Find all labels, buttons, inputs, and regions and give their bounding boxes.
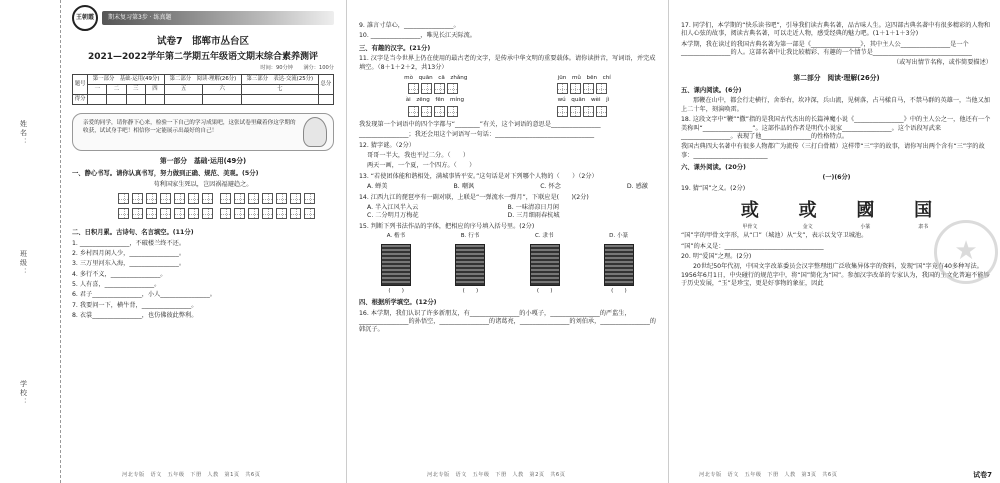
gutter-name-label: 姓名： xyxy=(19,120,28,147)
q2-item[interactable]: 5. 人有喜，________________。 xyxy=(72,280,161,288)
sub-section-title: (一)(6分) xyxy=(822,174,851,182)
q4-title: 四、根据所学填空。(12分) xyxy=(359,299,437,307)
notice-box xyxy=(72,113,334,151)
q13: 13. “若使团体能和谐相处，满城事皆平安。”这句话是对下列哪个人物的（ ）（2分） xyxy=(359,172,598,180)
time-and-score: 时间：90分钟 满分：100分 xyxy=(260,64,334,71)
score-header-cell: 第二部分 阅读·理解(26分) xyxy=(165,74,242,84)
calligraphy-image xyxy=(381,244,411,286)
q17: 17. 同学们，本学期的“快乐读书吧”，引导我们读古典名著，品古味人生。这四部古典名著中有很多精彩的人物和扣人心弦的故事，阅读古典名著，可以走近人物，感受经典的魅力吧。(1＋1＋1＋3分) xyxy=(681,22,991,38)
calligraphy-image xyxy=(604,244,634,286)
q2-item[interactable]: 2. 乡村四月闲人少，________________。 xyxy=(72,249,186,257)
page-3 xyxy=(668,0,1000,483)
q12b[interactable]: 两天一画，一个夏，一个四方。（ ） xyxy=(367,162,476,170)
score-column-label: 七 xyxy=(241,84,318,94)
score-input-cell[interactable] xyxy=(88,94,107,104)
q20: 20. 明“爱国”之理。(2分) xyxy=(681,252,752,260)
q15-option: C. 隶书 xyxy=(534,232,554,239)
q9[interactable]: 9. 誰言寸草心，________________。 xyxy=(359,22,460,29)
calligraphy-image xyxy=(530,244,560,286)
page-1 xyxy=(62,0,342,483)
q11-blank-b[interactable]: ________________；我还会用这个词语写一句话：________________________________ xyxy=(359,131,595,139)
q11-blank-a[interactable]: 我发现第一个词语中的四个字都与“________”有关，这个词语的意思是________________ xyxy=(359,121,601,129)
q5-title: 五、课内阅读。(6分) xyxy=(681,86,742,94)
score-input-cell[interactable] xyxy=(165,94,203,104)
q11: 11. 汉字是当今世界上仍在使用的最古老的文字，是传承中华文明的重要载体。请你读拼音，写词语，并完成填空。（8＋1＋2＋2，共13分） xyxy=(359,55,656,71)
notice-text: 亲爱的同学，请你静下心来，检验一下自己的学习成果吧，这张试卷里藏着你这学期的收获，试试身手吧！相信你一定能展示出最好的自己！ xyxy=(83,119,296,134)
q1-title: 一、静心书写。请你认真书写，努力做到正确、规范、美观。(5分) xyxy=(72,170,259,178)
paper-badge: 试卷7 xyxy=(973,470,992,479)
ancient-glyph-row xyxy=(721,199,952,230)
score-input-cell[interactable] xyxy=(318,94,333,104)
pinyin-label: ài zēng fēn míng xyxy=(405,97,465,104)
q13-option[interactable]: C. 怀念 xyxy=(540,183,561,191)
pinyin-label: jūn mǔ bēn chí xyxy=(557,74,611,81)
score-column-label: 二 xyxy=(107,84,126,94)
q15-option: A. 楷书 xyxy=(386,232,406,239)
calligraphy-image xyxy=(455,244,485,286)
q14-option[interactable]: B. 一味清凉日月闲 xyxy=(507,203,559,211)
page-footer: 河北专版 语文 五年级 下册 人教 第1页 共6页 xyxy=(122,471,261,478)
q13-option[interactable]: B. 嘲讽 xyxy=(453,183,475,191)
q14-option[interactable]: A. 半入江风半入云 xyxy=(367,203,419,211)
score-header-cell: 第三部分 表达·交流(25分) xyxy=(241,74,318,84)
q13-options xyxy=(359,183,656,191)
q13-option[interactable]: A. 蝉美 xyxy=(367,183,388,191)
score-column-label: 五 xyxy=(165,84,203,94)
answer-paren[interactable]: ( ) xyxy=(536,287,553,294)
writing-grid-row[interactable] xyxy=(118,208,334,219)
pinyin-label: mò quān cā zhǎng xyxy=(404,74,468,81)
score-input-cell[interactable] xyxy=(203,94,241,104)
cartoon-kid-icon xyxy=(303,117,327,147)
q15-answer-row xyxy=(359,288,656,296)
pinyin-box-row[interactable] xyxy=(359,106,656,117)
q6-title: 六、课外阅读。(20分) xyxy=(681,163,746,171)
pinyin-label: wú quān wèi jì xyxy=(557,97,610,104)
q12a[interactable]: 哥哥一半大，我也平过二分。（ ） xyxy=(367,152,470,160)
q2-item[interactable]: 8. 衣裳________________，也仿佛彼此弊利。 xyxy=(72,312,198,320)
q15-option: B. 行书 xyxy=(460,232,480,239)
part2-title: 第二部分 阅读·理解(26分) xyxy=(793,73,880,82)
q19: 19. 猜“国”之义。(2分) xyxy=(681,184,746,192)
watermark-seal-icon: ★ xyxy=(934,220,998,284)
q14-option[interactable]: C. 二分明月万梅花 xyxy=(367,212,419,220)
q20-passage: 20世纪50年代初，中国文字改革委员会汉字整理组广泛收集异体字的资料，发现“国”字竟有40多种写法。1956年6月1日，中央碰行的规范字中，将“国”简化为“国”。参加汉字改革的专家认为，我国的主文化普遍不能够于历史发展，“玉”是珍宝，更是好事物的象征，因此 xyxy=(681,263,990,288)
q2-title: 二、日积月累。古诗句、名言填空。(11分) xyxy=(72,229,194,236)
score-column-label: 四 xyxy=(145,84,164,94)
q17-note: （或写出情节名称，或作简要描述） xyxy=(893,59,992,67)
q2-item[interactable]: 3. 三万里河东入海，________________。 xyxy=(72,260,186,268)
q10[interactable]: 10. ________________，唯见长江天际流。 xyxy=(359,32,476,40)
score-input-cell[interactable] xyxy=(241,94,318,104)
ancient-glyph: 或 金文 xyxy=(798,200,817,230)
pinyin-row xyxy=(359,75,656,83)
score-header-cell: 总分 xyxy=(318,74,333,94)
publisher-logo: 王朝霞 xyxy=(72,5,98,31)
score-row-label: 得分 xyxy=(73,94,88,104)
answer-paren[interactable]: ( ) xyxy=(462,287,479,294)
score-header-cell: 第一部分 基础·运用(49分) xyxy=(88,74,165,84)
part1-title: 第一部分 基础·运用(49分) xyxy=(159,156,247,165)
q18[interactable]: 18. 这段文字中“鞭”“撒”指的是我国古代杰出的长篇神魔小说《________________》中的主人公之一，他还有一个美称叫“________________”。这部作品的作者是明代小说家________________。这个语段写武来________________。表现了他________________的性格特点。 xyxy=(681,116,991,140)
q14: 14. 江西九江的琵琶亭有一副对联，上联是“一弹流水一弹月”，下联应是( )(2分) xyxy=(359,193,589,201)
writing-grid-row[interactable] xyxy=(118,193,334,204)
paper-title: 试卷7 邯郸市丛台区 xyxy=(156,36,250,47)
answer-paren[interactable]: ( ) xyxy=(388,287,404,294)
q2-item[interactable]: 7. 我要问一下，横牛背，________________。 xyxy=(72,301,198,309)
q2-item[interactable]: 6. 君子________________，小人________________。 xyxy=(72,291,216,299)
page-footer: 河北专版 语文 五年级 下册 人教 第3页 共6页 xyxy=(699,471,838,478)
ancient-glyph: 或 甲骨文 xyxy=(740,200,759,230)
calligraphy-samples xyxy=(359,244,656,286)
ancient-glyph: 国 隶书 xyxy=(914,200,933,230)
q12: 12. 猜字谜。（2分） xyxy=(359,141,415,149)
score-column-label: 三 xyxy=(126,84,145,94)
answer-paren[interactable]: ( ) xyxy=(611,287,627,294)
gutter-school-label: 学校： xyxy=(19,380,28,407)
q13-option[interactable]: D. 感激 xyxy=(626,183,648,191)
score-input-cell[interactable] xyxy=(145,94,164,104)
pinyin-box-row[interactable] xyxy=(359,83,656,94)
q15-option: D. 小篆 xyxy=(609,232,629,239)
q14-options xyxy=(359,204,656,221)
score-input-cell[interactable] xyxy=(107,94,126,104)
q2-item[interactable]: 4. 多行不义，________________。 xyxy=(72,270,167,278)
q17-blank[interactable]: 本学期，我在读过的我国古典名著为第一部是《________________》，其中主人公________________是一个________________的人。这部名著中让我比较精彩、有趣的一个情节是________________________________ xyxy=(681,40,972,57)
score-column-label: 一 xyxy=(88,84,107,94)
page-footer: 河北专版 语文 五年级 下册 人教 第2页 共6页 xyxy=(427,471,566,478)
binding-gutter xyxy=(0,0,61,483)
q3-title: 三、有趣的汉字。(21分) xyxy=(359,44,431,52)
page-2 xyxy=(346,0,666,483)
score-header-cell: 题号 xyxy=(73,74,88,94)
score-column-label: 六 xyxy=(203,84,241,94)
q18-blank[interactable]: 我国古典四大名著中有很多人物都广为流传（三打白骨精）这样带“三”字的故事，请你写出两个含有“三”字的故事：________________________ xyxy=(681,143,985,159)
q15: 15. 判断下列书法作品的字体，把相应的序号填入括号里。(2分) xyxy=(359,222,535,230)
q16[interactable]: 16. 本学期，我们认识了许多新朋友，有________________的小嘎子，________________的严监生，________________的孙悟空，________________的诸葛亮，________________的刘伯承，________________的韩沉子。 xyxy=(359,309,656,334)
score-input-cell[interactable] xyxy=(126,94,145,104)
q14-option[interactable]: D. 三月细雨春杭城 xyxy=(507,212,560,220)
pinyin-row xyxy=(359,97,656,105)
q19-blank[interactable]: “国”的本义是：________________________________ xyxy=(681,242,824,250)
banner-bar: 期末复习第3步 · 练真题 xyxy=(102,11,334,25)
q19-desc: “国”字的甲骨文字形，从“口”（城池）从“戈”，表示以戈守卫城池。 xyxy=(681,232,868,240)
gutter-class-label: 班级： xyxy=(19,250,28,277)
q5-passage: 那鞭在山中，都会行走横行，舍举右，坎冲深，兵山流，见树落，占马樣自马，不禁马群的英雄一，当他又加上二十年，刻演唤雷。 xyxy=(681,97,990,113)
ancient-glyph: 國 小篆 xyxy=(856,200,875,230)
score-table xyxy=(72,74,334,105)
header-banner xyxy=(72,6,334,30)
q2-item[interactable]: 1. ________________，不破楼兰终不还。 xyxy=(72,239,186,247)
paper-subtitle: 2021—2022学年第二学期五年级语文期末综合素养测评 xyxy=(87,51,319,62)
q15-options xyxy=(359,233,656,241)
q1-text: 苟利国家生死以，岂因祸福避趋之。 xyxy=(153,180,253,188)
